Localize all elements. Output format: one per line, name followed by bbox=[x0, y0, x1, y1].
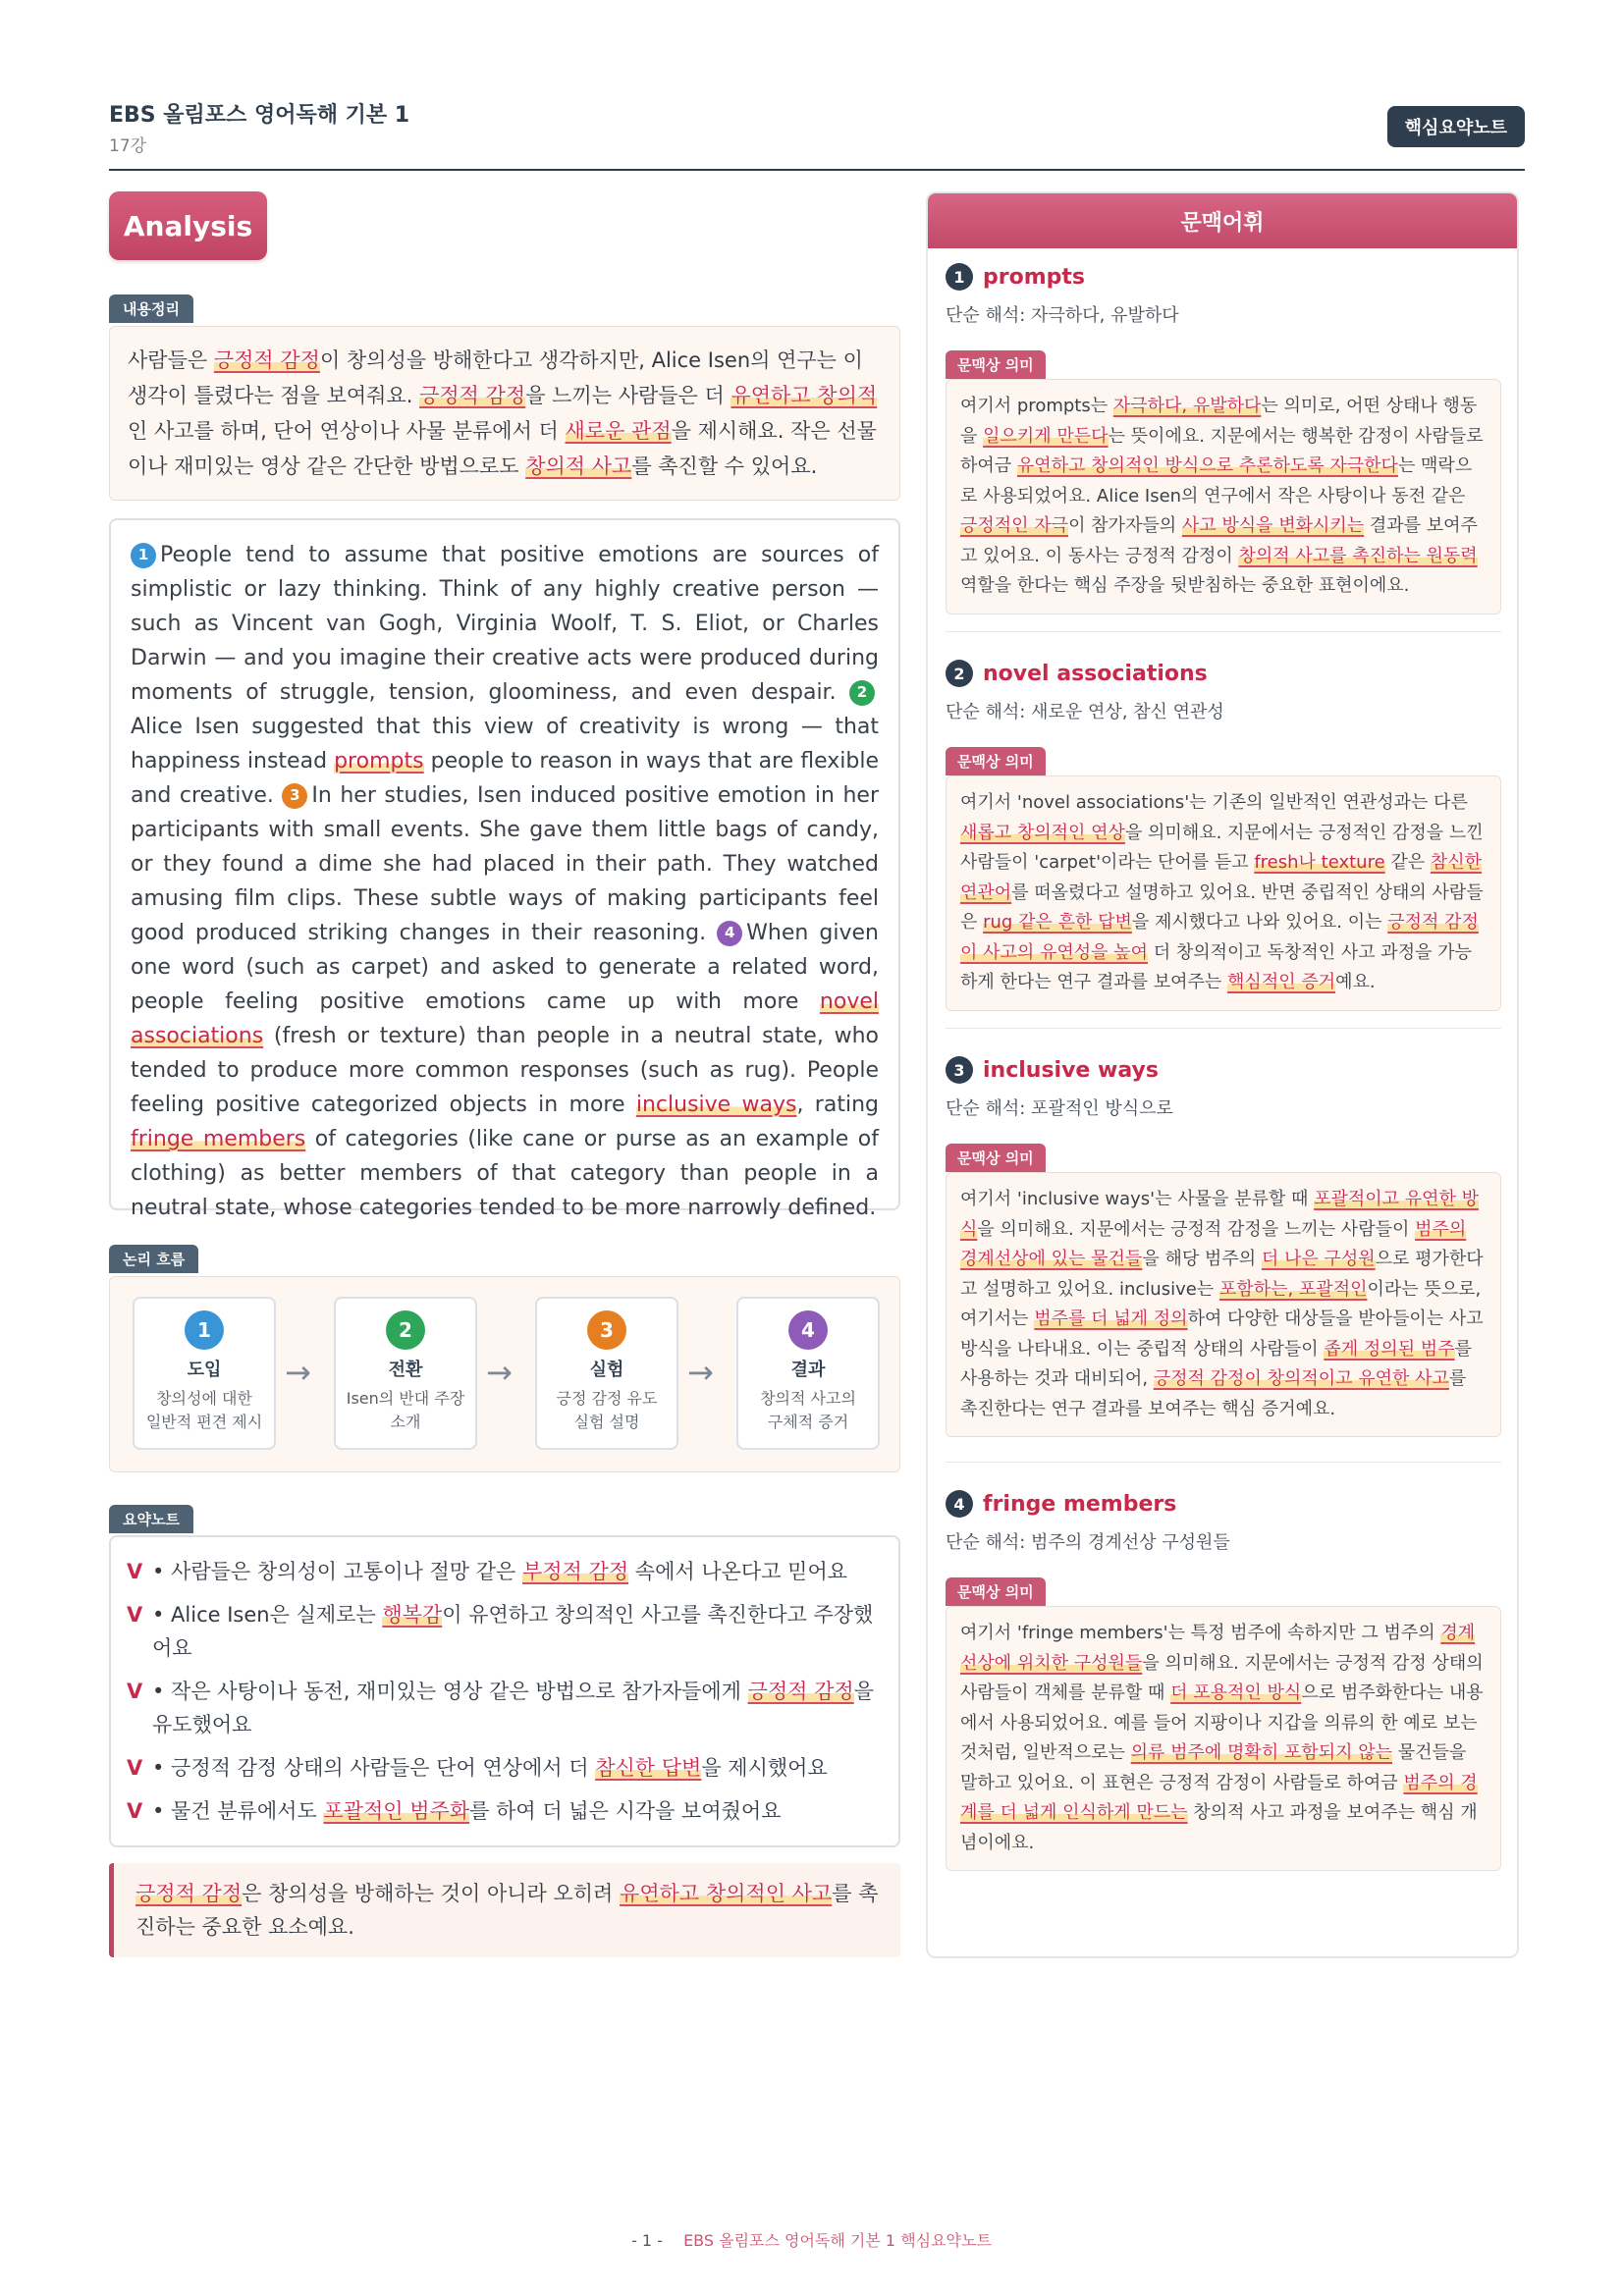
vocab-word: 1 prompts bbox=[946, 260, 1501, 294]
vocab-simple-meaning: 단순 해석: 자극하다, 유발하다 bbox=[946, 305, 1179, 326]
vocab-number: 1 bbox=[946, 263, 973, 291]
note-text: • Alice Isen은 실제로는 행복감이 유연하고 창의적인 사고를 촉진한다고 주장했어요 bbox=[152, 1603, 874, 1660]
sentence-number-badge: 4 bbox=[717, 921, 742, 946]
analysis-button[interactable]: Analysis bbox=[109, 191, 267, 260]
vocab-number: 4 bbox=[946, 1490, 973, 1518]
page-number: - 1 - bbox=[631, 2231, 663, 2250]
sentence-number-badge: 1 bbox=[131, 543, 156, 568]
flow-step-title: 실험 bbox=[589, 1360, 624, 1380]
highlighted-term: 참신한 답변 bbox=[595, 1756, 702, 1780]
context-meaning-tag: 문맥상 의미 bbox=[946, 747, 1046, 775]
highlighted-term: 핵심적인 증거 bbox=[1227, 972, 1336, 992]
highlighted-term: 더 포용적인 방식 bbox=[1170, 1682, 1302, 1703]
flow-step-desc: 창의적 사고의 구체적 증거 bbox=[760, 1389, 856, 1431]
lesson-label: 17강 bbox=[109, 136, 147, 156]
highlighted-term: 일으키게 만든다 bbox=[983, 425, 1109, 447]
highlighted-term: 긍정적 감정이 창의적이고 유연한 사고 bbox=[1153, 1368, 1449, 1389]
flow-arrow-icon: → bbox=[486, 1354, 513, 1391]
highlighted-term: 새롭고 창의적인 연상 bbox=[960, 822, 1125, 843]
highlighted-term: 경계선상에 위치한 구성원들 bbox=[960, 1623, 1476, 1674]
highlighted-term: 포괄적인 범주화 bbox=[323, 1799, 470, 1823]
page-header bbox=[109, 94, 1525, 171]
highlighted-term: novel associations bbox=[131, 989, 879, 1048]
highlighted-term: 긍정적 감정 bbox=[419, 384, 526, 407]
sentence-number-badge: 2 bbox=[849, 680, 875, 706]
note-text: • 긍정적 감정 상태의 사람들은 단어 연상에서 더 참신한 답변을 제시했어요 bbox=[152, 1756, 828, 1780]
highlighted-term: 유연하고 창의적인 사고 bbox=[620, 1882, 833, 1905]
highlighted-term: 부정적 감정 bbox=[522, 1560, 629, 1583]
note-item bbox=[127, 1751, 883, 1785]
vocab-number: 2 bbox=[946, 660, 973, 687]
flow-step-intro bbox=[133, 1297, 276, 1450]
check-mark-icon: V bbox=[127, 1756, 143, 1780]
highlighted-term: 창의적 사고 bbox=[525, 454, 632, 478]
highlighted-term: 긍정적 감정 bbox=[213, 348, 320, 372]
highlighted-term: 의류 범주에 명확히 포함되지 않는 bbox=[1130, 1742, 1392, 1763]
page-footer bbox=[0, 2228, 1623, 2251]
vocab-panel-title: 문맥어휘 bbox=[928, 193, 1517, 248]
highlighted-term: 좁게 정의된 범주 bbox=[1324, 1338, 1455, 1360]
note-item bbox=[127, 1598, 883, 1665]
flow-step-title: 전환 bbox=[388, 1360, 423, 1380]
sentence-number-badge: 3 bbox=[282, 783, 307, 809]
note-text: • 물건 분류에서도 포괄적인 범주화를 하여 더 넓은 시각을 보여줬어요 bbox=[152, 1799, 782, 1823]
flow-step-desc: 긍정 감정 유도 실험 설명 bbox=[556, 1389, 658, 1431]
highlighted-term: fringe members bbox=[131, 1127, 306, 1151]
vocab-item bbox=[946, 1053, 1501, 1437]
notes-tag: 요약노트 bbox=[109, 1505, 193, 1533]
summary-tag: 내용정리 bbox=[109, 294, 193, 323]
divider bbox=[946, 1462, 1501, 1463]
flow-step-result bbox=[736, 1297, 880, 1450]
flow-step-title: 도입 bbox=[187, 1360, 222, 1380]
highlighted-term: 유연하고 창의적인 방식으로 추론하도록 자극한다 bbox=[1016, 455, 1398, 476]
flow-step-number: 4 bbox=[788, 1310, 828, 1350]
highlighted-term: 더 나은 구성원 bbox=[1261, 1249, 1376, 1269]
divider bbox=[946, 631, 1501, 632]
flow-arrow-icon: → bbox=[285, 1354, 311, 1391]
highlighted-term: 창의적 사고를 촉진하는 원동력 bbox=[1238, 545, 1478, 566]
flow-step-number: 3 bbox=[587, 1310, 626, 1350]
context-meaning-tag: 문맥상 의미 bbox=[946, 1577, 1046, 1606]
context-meaning-box: 여기서 'novel associations'는 기존의 일반적인 연관성과는 다른 새롭고 창의적인 연상을 의미해요. 지문에서는 긍정적인 감정을 느낀 사람들이 'carpet'이라는 단어를 듣고 fresh나 texture 같은 참신한 연관어를 떠올렸다고 설명하고 있어요. 반면 중립적인 상태의 사람들은 rug 같은 흔한 답변을 제시했다고 나와 있어요. 이는 긍정적 감정이 사고의 유연성을 높여 더 창의적이고 독창적인 사고 과정을 가능하게 한다는 연구 결과를 보여주는 핵심적인 증거예요. bbox=[946, 775, 1501, 1011]
highlighted-term: 긍정적 감정 bbox=[747, 1680, 854, 1703]
note-type-badge: 핵심요약노트 bbox=[1387, 106, 1525, 147]
highlighted-term: 행복감 bbox=[382, 1603, 443, 1627]
flow-step-title: 결과 bbox=[790, 1360, 826, 1380]
flow-step-desc: 창의성에 대한 일반적 편견 제시 bbox=[145, 1389, 263, 1431]
highlighted-term: 유연하고 창의적 bbox=[730, 384, 878, 407]
vocab-simple-meaning: 단순 해석: 범주의 경계선상 구성원들 bbox=[946, 1532, 1230, 1553]
summary-notes bbox=[109, 1535, 900, 1847]
flow-step-turn bbox=[334, 1297, 477, 1450]
footer-text: EBS 올림포스 영어독해 기본 1 핵심요약노트 bbox=[683, 2231, 992, 2250]
highlighted-term: 긍정적 감정 bbox=[135, 1882, 243, 1905]
vocab-panel bbox=[926, 191, 1519, 1958]
note-item bbox=[127, 1794, 883, 1828]
highlighted-term: 긍정적인 자극 bbox=[960, 515, 1069, 536]
highlighted-term: 참신한 연관어 bbox=[960, 852, 1483, 903]
note-text: • 사람들은 창의성이 고통이나 절망 같은 부정적 감정 속에서 나온다고 믿어요 bbox=[152, 1560, 848, 1583]
check-mark-icon: V bbox=[127, 1799, 143, 1823]
highlighted-term: 사고 방식을 변화시키는 bbox=[1181, 515, 1365, 536]
highlighted-term: 범주의 경계를 더 넓게 인식하게 만드는 bbox=[960, 1772, 1478, 1823]
check-mark-icon: V bbox=[127, 1603, 143, 1627]
highlighted-term: 포괄적이고 유연한 방식 bbox=[960, 1189, 1480, 1240]
vocab-item bbox=[946, 1487, 1501, 1871]
vocab-number: 3 bbox=[946, 1056, 973, 1084]
vocab-simple-meaning: 단순 해석: 포괄적인 방식으로 bbox=[946, 1098, 1173, 1119]
conclusion-box: 긍정적 감정은 창의성을 방해하는 것이 아니라 오히려 유연하고 창의적인 사고를 촉진하는 중요한 요소예요. bbox=[109, 1863, 900, 1957]
flow-step-experiment bbox=[535, 1297, 678, 1450]
note-item bbox=[127, 1675, 883, 1741]
divider bbox=[946, 1028, 1501, 1029]
context-meaning-box: 여기서 'fringe members'는 특정 범주에 속하지만 그 범주의 경계선상에 위치한 구성원들을 의미해요. 지문에서는 긍정적 감정 상태의 사람들이 객체를 분류할 때 더 포용적인 방식으로 범주화한다는 내용에서 사용되었어요. 예를 들어 지팡이나 지갑을 의류의 한 예로 보는 것처럼, 일반적으로는 의류 범주에 명확히 포함되지 않는 물건들을 말하고 있어요. 이 표현은 긍정적 감정이 사람들로 하여금 범주의 경계를 더 넓게 인식하게 만드는 창의적 사고 과정을 보여주는 핵심 개념이에요. bbox=[946, 1606, 1501, 1871]
vocab-word: 2 novel associations bbox=[946, 657, 1501, 690]
highlighted-term: 범주를 더 넓게 정의 bbox=[1034, 1308, 1188, 1329]
passage-box: 1 People tend to assume that positive emotions are sources of simplistic or lazy thinking. Think of any highly creative person — such as Vincent van Gogh, Virginia Woolf, T. S. Eliot, or Charles Darwin — and you imagine their creative acts were produced during moments of struggle, tension, gloominess, and even despair. 2Alice Isen suggested that this view of creativity is wrong — that happiness instead prompts people to reason in ways that are flexible and creative. 3 In her studies, Isen induced positive emotion in her participants with small events. She gave them little bags of candy, or they found a dime she had placed in their path. They watched amusing film clips. These subtle ways of making participants feel good produced striking changes in their reasoning. 4 When given one word (such as carpet) and asked to generate a related word, people feeling positive emotions came up with more novel associations (fresh or texture) than people in a neutral state, who tended to produce more common responses (such as rug). People feeling positive categorized objects in more inclusive ways, rating fringe members of categories (like cane or purse as an example of clothing) as better members of that category than people in a neutral state, whose categories tended to be more narrowly defined. bbox=[109, 518, 900, 1210]
highlighted-term: prompts bbox=[334, 749, 424, 774]
note-item bbox=[127, 1555, 883, 1588]
vocab-word: 3 inclusive ways bbox=[946, 1053, 1501, 1087]
vocab-item bbox=[946, 260, 1501, 614]
check-mark-icon: V bbox=[127, 1560, 143, 1583]
highlighted-term: fresh나 texture bbox=[1254, 852, 1385, 873]
context-meaning-tag: 문맥상 의미 bbox=[946, 1144, 1046, 1172]
context-meaning-box: 여기서 prompts는 자극하다, 유발하다는 의미로, 어떤 상태나 행동을 일으키게 만든다는 뜻이에요. 지문에서는 행복한 감정이 사람들로 하여금 유연하고 창의적인 방식으로 추론하도록 자극한다는 맥락으로 사용되었어요. Alice Isen의 연구에서 작은 사탕이나 동전 같은 긍정적인 자극이 참가자들의 사고 방식을 변화시키는 결과를 보여주고 있어요. 이 동사는 긍정적 감정이 창의적 사고를 촉진하는 원동력 역할을 한다는 핵심 주장을 뒷받침하는 중요한 표현이에요. bbox=[946, 379, 1501, 614]
document-title: EBS 올림포스 영어독해 기본 1 bbox=[109, 103, 410, 128]
highlighted-term: 새로운 관점 bbox=[565, 419, 672, 443]
vocab-item bbox=[946, 657, 1501, 1011]
flow-arrow-icon: → bbox=[687, 1354, 714, 1391]
highlighted-term: rug 같은 흔한 답변 bbox=[983, 912, 1132, 933]
flow-tag: 논리 흐름 bbox=[109, 1245, 198, 1273]
flow-step-number: 2 bbox=[386, 1310, 425, 1350]
highlighted-term: 자극하다, 유발하다 bbox=[1112, 396, 1262, 416]
vocab-simple-meaning: 단순 해석: 새로운 연상, 참신 연관성 bbox=[946, 702, 1224, 722]
flow-step-number: 1 bbox=[185, 1310, 224, 1350]
highlighted-term: 범주의 경계선상에 있는 물건들 bbox=[960, 1218, 1467, 1269]
check-mark-icon: V bbox=[127, 1680, 143, 1703]
vocab-word: 4 fringe members bbox=[946, 1487, 1501, 1521]
note-text: • 작은 사탕이나 동전, 재미있는 영상 같은 방법으로 참가자들에게 긍정적 감정을 유도했어요 bbox=[152, 1680, 874, 1736]
context-meaning-box: 여기서 'inclusive ways'는 사물을 분류할 때 포괄적이고 유연한 방식을 의미해요. 지문에서는 긍정적 감정을 느끼는 사람들이 범주의 경계선상에 있는 물건들을 해당 범주의 더 나은 구성원으로 평가한다고 설명하고 있어요. inclusive는 포함하는, 포괄적인이라는 뜻으로, 여기서는 범주를 더 넓게 정의하여 다양한 대상들을 받아들이는 사고방식을 나타내요. 이는 중립적 상태의 사람들이 좁게 정의된 범주를 사용하는 것과 대비되어, 긍정적 감정이 창의적이고 유연한 사고를 촉진한다는 연구 결과를 보여주는 핵심 증거예요. bbox=[946, 1172, 1501, 1437]
summary-box: 사람들은 긍정적 감정이 창의성을 방해한다고 생각하지만, Alice Isen의 연구는 이 생각이 틀렸다는 점을 보여줘요. 긍정적 감정을 느끼는 사람들은 더 유연하고 창의적인 사고를 하며, 단어 연상이나 사물 분류에서 더 새로운 관점을 제시해요. 작은 선물이나 재미있는 영상 같은 간단한 방법으로도 창의적 사고를 촉진할 수 있어요. bbox=[109, 326, 900, 501]
flow-step-desc: Isen의 반대 주장 소개 bbox=[346, 1389, 465, 1431]
highlighted-term: inclusive ways bbox=[635, 1093, 797, 1117]
highlighted-term: 긍정적 감정이 사고의 유연성을 높여 bbox=[960, 912, 1479, 963]
logic-flow bbox=[109, 1276, 900, 1472]
context-meaning-tag: 문맥상 의미 bbox=[946, 350, 1046, 379]
highlighted-term: 포함하는, 포괄적인 bbox=[1218, 1278, 1368, 1300]
